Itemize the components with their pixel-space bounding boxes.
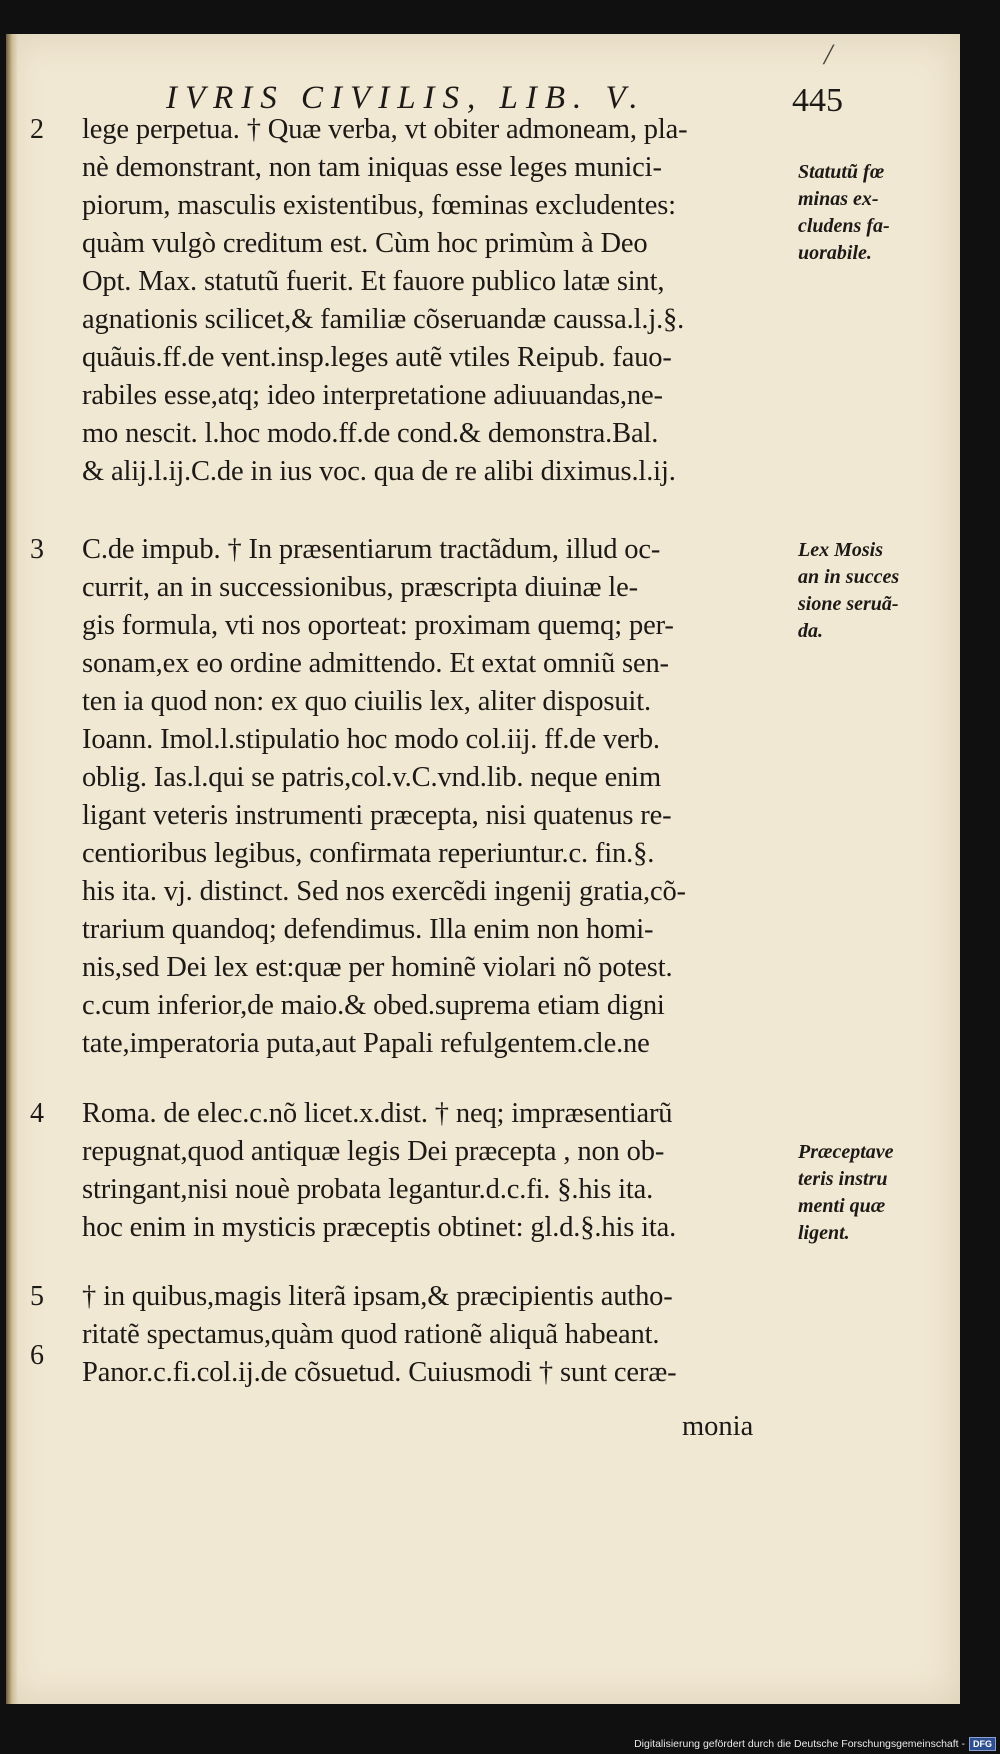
marginal-note-line: ligent.	[798, 1222, 850, 1244]
text-line: his ita. vj. distinct. Sed nos exercẽdi ingenij gratia,cõ-	[82, 876, 686, 907]
funding-credit-text: Digitalisierung gefördert durch die Deutsche Forschungsgemeinschaft -	[634, 1738, 965, 1750]
funding-credit-bar	[630, 1734, 1000, 1754]
text-line: Roma. de elec.c.nõ licet.x.dist. † neq; impræsentiarũ	[82, 1098, 673, 1129]
marginal-note-line: sione seruã-	[798, 593, 899, 615]
line-number: 2	[30, 114, 44, 145]
text-line: C.de impub. † In præsentiarum tractãdum, illud oc-	[82, 534, 661, 565]
marginal-note-line: Lex Mosis	[798, 539, 883, 561]
marginal-note-line: da.	[798, 620, 823, 642]
text-line: nis,sed Dei lex est:quæ per hominẽ violari nõ potest.	[82, 952, 673, 983]
catchword: monia	[682, 1411, 754, 1442]
page-number: 445	[792, 82, 843, 119]
text-line: sonam,ex eo ordine admittendo. Et extat omniũ sen-	[82, 648, 669, 679]
text-line: tate,imperatoria puta,aut Papali refulgentem.cle.ne	[82, 1028, 650, 1059]
text-line: ritatẽ spectamus,quàm quod rationẽ aliquã habeant.	[82, 1319, 660, 1350]
running-title: IVRIS CIVILIS, LIB. V.	[166, 80, 646, 116]
text-line: rabiles esse,atq; ideo interpretatione adiuuandas,ne-	[82, 380, 663, 411]
line-number: 6	[30, 1340, 44, 1371]
text-line: quàm vulgò creditum est. Cùm hoc primùm à Deo	[82, 228, 648, 259]
text-line: ligant veteris instrumenti præcepta, nisi quatenus re-	[82, 800, 672, 831]
text-line: lege perpetua. † Quæ verba, vt obiter admoneam, pla-	[82, 114, 688, 145]
text-line: stringant,nisi nouè probata legantur.d.c.fi. §.his ita.	[82, 1174, 654, 1205]
dfg-logo: DFG	[969, 1737, 996, 1751]
marginal-note-line: menti quæ	[798, 1195, 886, 1217]
text-line: currit, an in successionibus, præscripta diuinæ le-	[82, 572, 638, 603]
text-line: centioribus legibus, confirmata reperiuntur.c. fin.§.	[82, 838, 655, 869]
marginal-note-line: teris instru	[798, 1168, 888, 1190]
text-line: Panor.c.fi.col.ij.de cõsuetud. Cuiusmodi † sunt ceræ-	[82, 1357, 677, 1388]
text-line: oblig. Ias.l.qui se patris,col.v.C.vnd.lib. neque enim	[82, 762, 661, 793]
text-line: gis formula, vti nos oporteat: proximam quemq; per-	[82, 610, 674, 641]
text-line: trarium quandoq; defendimus. Illa enim non homi-	[82, 914, 654, 945]
text-line: hoc enim in mysticis præceptis obtinet: gl.d.§.his ita.	[82, 1212, 677, 1243]
marginal-note-line: Statutũ fœ	[798, 161, 885, 183]
text-line: quãuis.ff.de vent.insp.leges autẽ vtiles Reipub. fauo-	[82, 342, 672, 373]
book-page	[6, 34, 960, 1704]
line-number: 5	[30, 1281, 44, 1312]
marginal-note-line: minas ex-	[798, 188, 879, 210]
text-line: repugnat,quod antiquæ legis Dei præcepta , non ob-	[82, 1136, 665, 1167]
text-line: Ioann. Imol.l.stipulatio hoc modo col.iij. ff.de verb.	[82, 724, 660, 755]
text-line: † in quibus,magis literã ipsam,& præcipientis autho-	[82, 1281, 673, 1312]
text-line: Opt. Max. statutũ fuerit. Et fauore publico latæ sint,	[82, 266, 665, 297]
page-gutter-shadow	[6, 34, 18, 1704]
marginal-note-line: uorabile.	[798, 242, 872, 264]
corner-pencil-mark: /	[824, 38, 833, 71]
text-line: nè demonstrant, non tam iniquas esse leges munici-	[82, 152, 662, 183]
text-line: & alij.l.ij.C.de in ius voc. qua de re alibi diximus.l.ij.	[82, 456, 676, 487]
marginal-note-line: cludens fa-	[798, 215, 890, 237]
line-number: 4	[30, 1098, 44, 1129]
line-number: 3	[30, 534, 44, 565]
text-line: agnationis scilicet,& familiæ cõseruandæ caussa.l.j.§.	[82, 304, 685, 335]
marginal-note-line: an in succes	[798, 566, 900, 588]
marginal-note-line: Præceptave	[798, 1141, 894, 1163]
text-line: piorum, masculis existentibus, fœminas excludentes:	[82, 190, 676, 221]
text-line: ten ia quod non: ex quo ciuilis lex, aliter disposuit.	[82, 686, 651, 717]
text-line: c.cum inferior,de maio.& obed.suprema etiam digni	[82, 990, 665, 1021]
text-line: mo nescit. l.hoc modo.ff.de cond.& demonstra.Bal.	[82, 418, 659, 449]
